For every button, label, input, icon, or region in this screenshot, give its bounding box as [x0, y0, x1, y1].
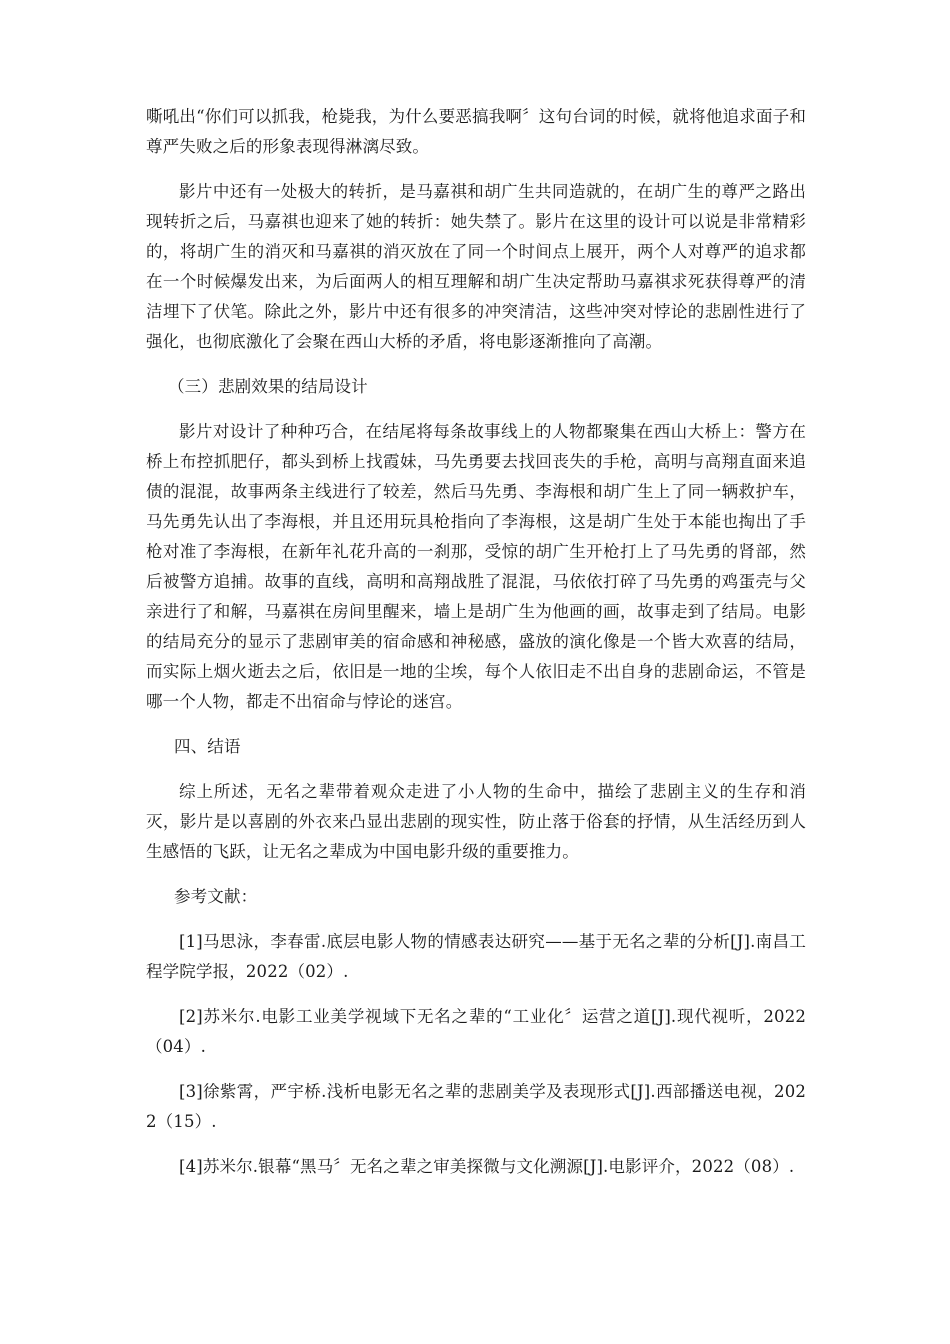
section-heading-ending-design: （三）悲剧效果的结局设计 [168, 377, 368, 396]
paragraph-continuation: 嘶吼出“你们可以抓我，枪毙我，为什么要恶搞我啊〞这句台词的时候，就将他追求面子和尊严失败之后的形象表现得淋漓尽致。 [146, 107, 806, 156]
reference-item: [1]马思泳，李春雷.底层电影人物的情感表达研究——基于无名之辈的分析[J].南昌工程学院学报，2022（02）. [146, 932, 806, 981]
reference-item: [2]苏米尔.电影工业美学视域下无名之辈的“工业化〞运营之道[J].现代视听，2022（04）. [146, 1007, 806, 1056]
document-body [146, 102, 806, 1197]
section-heading-conclusion: 四、结语 [174, 737, 241, 756]
references-heading: 参考文献： [174, 887, 258, 906]
paragraph-turning-point: 影片中还有一处极大的转折，是马嘉祺和胡广生共同造就的，在胡广生的尊严之路出现转折之后，马嘉祺也迎来了她的转折：她失禁了。影片在这里的设计可以说是非常精彩的，将胡广生的消灭和马嘉祺的消灭放在了同一个时间点上展开，两个人对尊严的追求都在一个时候爆发出来，为后面两人的相互理解和胡广生决定帮助马嘉祺求死获得尊严的清洁埋下了伏笔。除此之外，影片中还有很多的冲突清洁，这些冲突对悖论的悲剧性进行了强化，也彻底激化了会聚在西山大桥的矛盾，将电影逐渐推向了高潮。 [146, 182, 806, 351]
reference-item: [3]徐紫霄，严宇桥.浅析电影无名之辈的悲剧美学及表现形式[J].西部播送电视，2022（15）. [146, 1082, 806, 1131]
reference-item: [4]苏米尔.银幕“黑马〞无名之辈之审美探微与文化溯源[J].电影评介，2022（08）. [179, 1157, 795, 1176]
paragraph-conclusion: 综上所述，无名之辈带着观众走进了小人物的生命中，描绘了悲剧主义的生存和消灭，影片是以喜剧的外衣来凸显出悲剧的现实性，防止落于俗套的抒情，从生活经历到人生感悟的飞跃，让无名之辈成为中国电影升级的重要推力。 [146, 782, 806, 861]
paragraph-ending-design: 影片对设计了种种巧合，在结尾将每条故事线上的人物都聚集在西山大桥上：警方在桥上布控抓肥仔，都头到桥上找霞妹，马先勇要去找回丧失的手枪，高明与高翔直面来追债的混混，故事两条主线进行了较差，然后马先勇、李海根和胡广生上了同一辆救护车，马先勇先认出了李海根，并且还用玩具枪指向了李海根，这是胡广生处于本能也掏出了手枪对准了李海根，在新年礼花升高的一刹那，受惊的胡广生开枪打上了马先勇的肾部，然后被警方追捕。故事的直线，高明和高翔战胜了混混，马依依打碎了马先勇的鸡蛋壳与父亲进行了和解，马嘉祺在房间里醒来，墙上是胡广生为他画的画，故事走到了结局。电影的结局充分的显示了悲剧审美的宿命感和神秘感，盛放的演化像是一个皆大欢喜的结局，而实际上烟火逝去之后，依旧是一地的尘埃，每个人依旧走不出自身的悲剧命运，不管是哪一个人物，都走不出宿命与悖论的迷宫。 [146, 422, 806, 711]
